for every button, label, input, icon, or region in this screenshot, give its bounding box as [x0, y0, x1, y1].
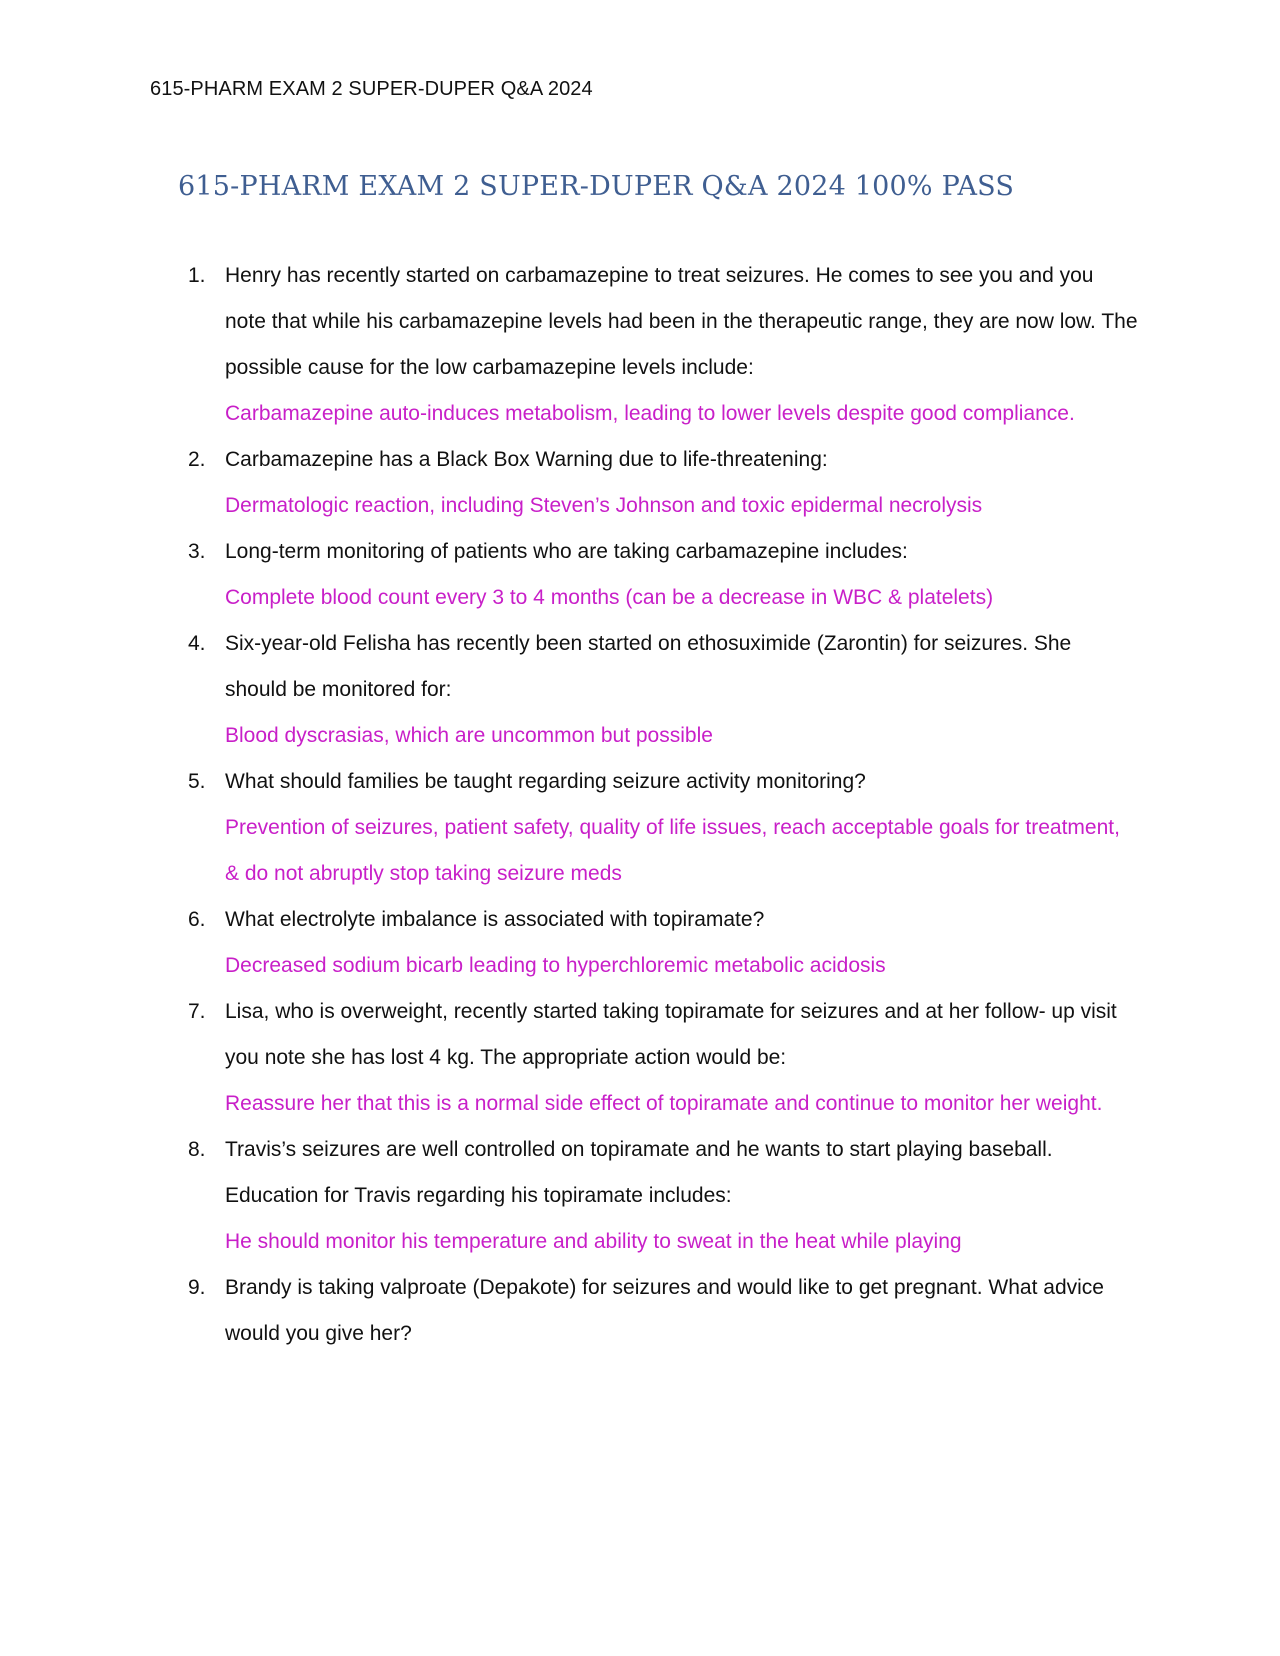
answer-text: Carbamazepine auto-induces metabolism, leading to lower levels despite good compliance.	[225, 402, 1075, 425]
list-item	[178, 621, 1138, 759]
item-number: 6.	[188, 908, 206, 931]
document-title: 615-PHARM EXAM 2 SUPER-DUPER Q&A 2024 100% PASS	[178, 171, 1015, 202]
item-number: 2.	[188, 448, 206, 471]
question-text: What electrolyte imbalance is associated with topiramate?	[225, 908, 765, 931]
answer-text: Decreased sodium bicarb leading to hyperchloremic metabolic acidosis	[225, 954, 886, 977]
question-text: Henry has recently started on carbamazepine to treat seizures. He comes to see you and you note that while his carbamazepine levels had been in the therapeutic range, they are now low. The possible cause for the low carbamazepine levels include:	[225, 264, 1138, 379]
list-item	[178, 437, 1138, 529]
item-number: 9.	[188, 1276, 206, 1299]
answer-text: Blood dyscrasias, which are uncommon but possible	[225, 724, 713, 747]
item-number: 4.	[188, 632, 206, 655]
running-header: 615-PHARM EXAM 2 SUPER-DUPER Q&A 2024	[150, 78, 593, 100]
answer-text: He should monitor his temperature and ability to sweat in the heat while playing	[225, 1230, 962, 1253]
question-list	[178, 253, 1138, 1357]
question-text: Brandy is taking valproate (Depakote) for seizures and would like to get pregnant. What advice would you give her?	[225, 1276, 1104, 1345]
item-number: 1.	[188, 264, 206, 287]
answer-text: Dermatologic reaction, including Steven’s Johnson and toxic epidermal necrolysis	[225, 494, 983, 517]
question-text: Travis’s seizures are well controlled on topiramate and he wants to start playing baseball. Education for Travis regarding his topiramate includes:	[225, 1138, 1053, 1207]
question-text: Six-year-old Felisha has recently been started on ethosuximide (Zarontin) for seizures. She should be monitored for:	[225, 632, 1072, 701]
question-text: Lisa, who is overweight, recently started taking topiramate for seizures and at her follow- up visit you note she has lost 4 kg. The appropriate action would be:	[225, 1000, 1117, 1069]
list-item	[178, 989, 1138, 1127]
list-item	[178, 529, 1138, 621]
answer-text: Complete blood count every 3 to 4 months (can be a decrease in WBC & platelets)	[225, 586, 994, 609]
item-number: 3.	[188, 540, 206, 563]
item-number: 8.	[188, 1138, 206, 1161]
list-item	[178, 759, 1138, 897]
answer-text: Reassure her that this is a normal side effect of topiramate and continue to monitor her weight.	[225, 1092, 1103, 1115]
item-number: 5.	[188, 770, 206, 793]
item-number: 7.	[188, 1000, 206, 1023]
question-text: Long-term monitoring of patients who are taking carbamazepine includes:	[225, 540, 908, 563]
list-item	[178, 897, 1138, 989]
list-item	[178, 1265, 1138, 1357]
question-text: Carbamazepine has a Black Box Warning due to life-threatening:	[225, 448, 828, 471]
list-item	[178, 253, 1138, 437]
question-text: What should families be taught regarding seizure activity monitoring?	[225, 770, 866, 793]
list-item	[178, 1127, 1138, 1265]
answer-text: Prevention of seizures, patient safety, quality of life issues, reach acceptable goals for treatment, & do not abruptly stop taking seizure meds	[225, 816, 1120, 885]
